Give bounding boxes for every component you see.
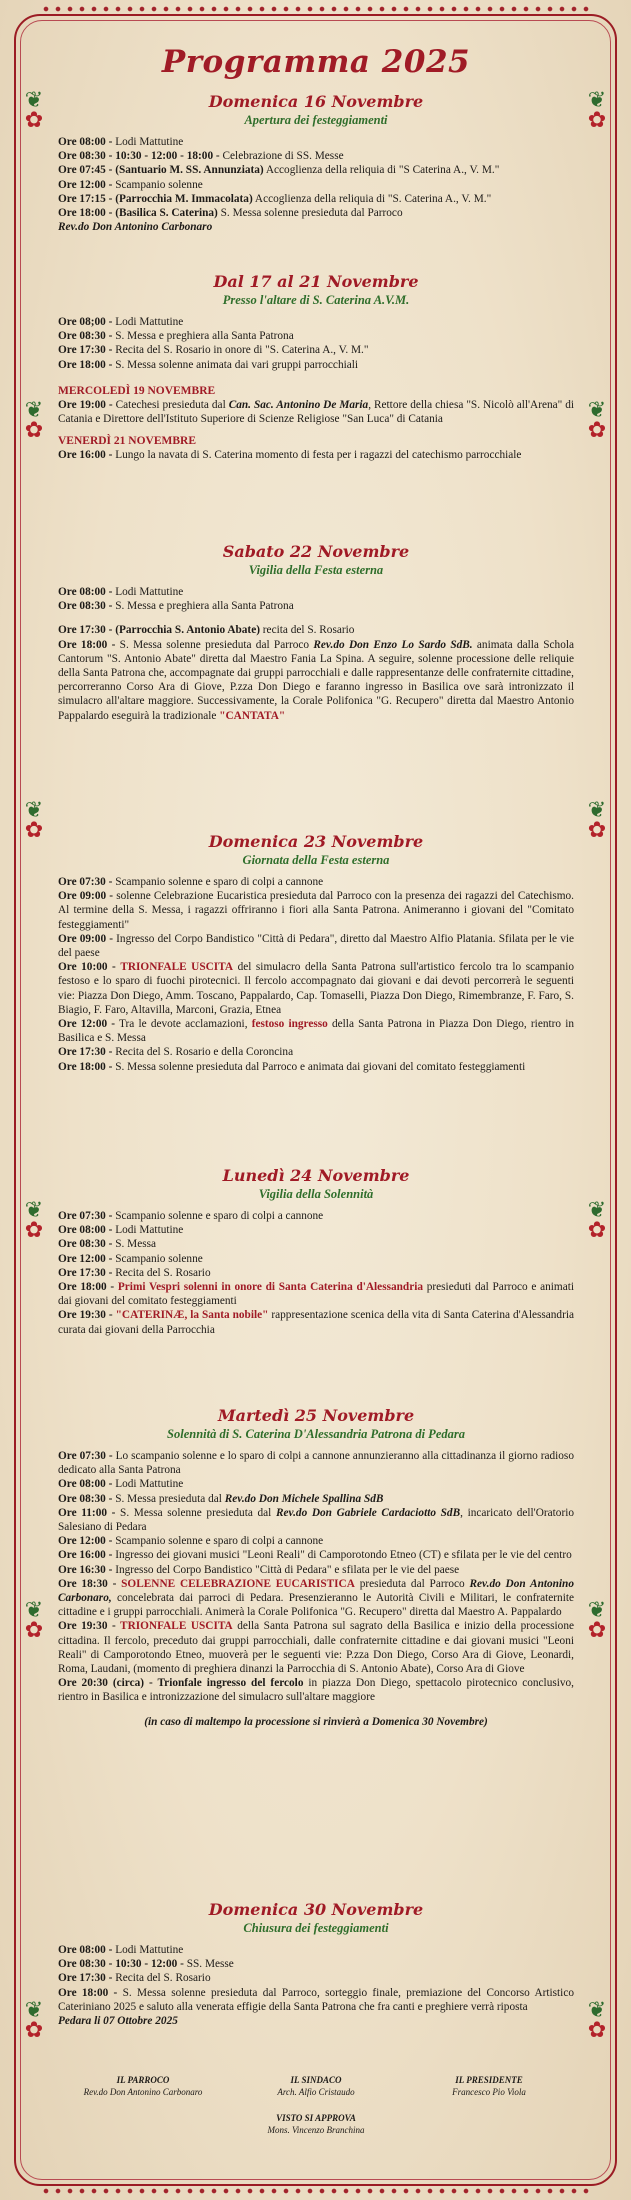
list-item: Ore 08:30 - 10:30 - 12:00 - SS. Messe <box>58 1958 234 1971</box>
vine-ornament-icon: ❦ ✿ <box>587 1597 607 1642</box>
vine-ornament-icon: ❦ ✿ <box>587 87 607 132</box>
list-item: Ore 16:00 - Lungo la navata di S. Caterina momento di festa per i ragazzi del catechismo parrocchiale <box>58 449 522 462</box>
signature-visto: VISTO SI APPROVA Mons. Vincenzo Branchina <box>267 2113 365 2135</box>
list-item: Ore 17:30 - Recita del S. Rosario in onore di "S. Caterina A., V. M." <box>58 344 369 357</box>
list-item: Ore 08:30 - S. Messa e preghiera alla Santa Patrona <box>58 330 294 343</box>
list-item: Ore 08:00 - Lodi Mattutine <box>58 586 184 598</box>
weather-note: (in caso di maltempo la processione si rinvierà a Domenica 30 Novembre) <box>144 1715 488 1728</box>
list-item: Ore 07:30 - Scampanio solenne e sparo di colpi a cannone <box>58 1210 324 1222</box>
section-subtitle: Presso l'altare di S. Caterina A.V.M. <box>222 293 410 307</box>
vine-ornament-icon: ❦ ✿ <box>24 87 44 132</box>
section-subtitle: Giornata della Festa esterna <box>242 853 390 867</box>
signatures <box>58 2074 574 2098</box>
list-item: Ore 17:30 - Recita del S. Rosario <box>58 1972 211 1985</box>
wednesday-heading: MERCOLEDÌ 19 NOVEMBRE <box>58 384 216 397</box>
vine-ornament-icon: ❦ ✿ <box>587 1997 607 2042</box>
section-day: Martedì 25 Novembre <box>217 1406 415 1425</box>
section-subtitle: Chiusura dei festeggiamenti <box>243 1921 389 1935</box>
list-item: Ore 19:30 - TRIONFALE USCITA della Santa Patrona sul sagrato della Basilica e inizio della processione cittadina. Il fercolo, preceduto dai gruppi parrocchiali, dalle confraternite cittadine e dai giovani musici "Leoni Reali" di Camporotondo Etneo, muoverà per le seguenti vie: P.zza Don Diego, Corso Ara di Giove, Leonardi, Roma, Laudani, (momento di preghiera dinanzi la Parrocchia di S. Antonio Abate), Corso Ara di Giove <box>58 1620 574 1676</box>
friday-heading: VENERDÌ 21 NOVEMBRE <box>58 435 197 448</box>
list-item: Ore 12:00 - Scampanio solenne e sparo di colpi a cannone <box>58 1535 324 1548</box>
list-item: Ore 08:30 - S. Messa presieduta dal Rev.do Don Michele Spallina SdB <box>58 1492 384 1505</box>
list-item: Ore 12:00 - Scampanio solenne <box>58 1252 203 1265</box>
section-subtitle: Apertura dei festeggiamenti <box>244 113 388 127</box>
list-item: Ore 12:00 - Scampanio solenne <box>58 178 203 191</box>
vine-ornament-icon: ❦ ✿ <box>24 797 44 842</box>
date-line: Pedara li 07 Ottobre 2025 <box>58 2015 178 2028</box>
list-item: Ore 17:30 - (Parrocchia S. Antonio Abate) recita del S. Rosario <box>58 624 355 637</box>
signature-presidente: IL PRESIDENTE Francesco Pio Viola <box>452 2075 526 2097</box>
section-day: Domenica 16 Novembre <box>208 92 424 111</box>
vine-ornament-icon: ❦ ✿ <box>587 797 607 842</box>
section-17-21-november <box>58 272 574 462</box>
list-item: Ore 17:15 - (Parrocchia M. Immacolata) Accoglienza della reliquia di "S. Caterina A., V. M." <box>58 192 492 205</box>
list-item: Ore 19:30 - "CATERINÆ, la Santa nobile" rappresentazione scenica della vita di Santa Caterina d'Alessandria curata dai giovani della Parrocchia <box>58 1309 574 1336</box>
list-item: Ore 17:30 - Recita del S. Rosario e della Coroncina <box>58 1046 294 1059</box>
list-item: Ore 18:00 - S. Messa solenne presieduta dal Parroco, sorteggio finale, premiazione del Concorso Artistico Cateriniano 2025 e saluto alla venerata effigie della Santa Patrona che fra canti e preghiere verrà riposta <box>58 1986 574 2013</box>
list-item: Ore 08:30 - S. Messa e preghiera alla Santa Patrona <box>58 600 294 613</box>
list-item: Ore 18:00 - (Basilica S. Caterina) S. Messa solenne presieduta dal Parroco <box>58 207 403 220</box>
list-item: Ore 08:00 - Lodi Mattutine <box>58 1944 184 1956</box>
list-item: Ore 10:00 - TRIONFALE USCITA del simulacro della Santa Patrona sull'artistico fercolo tra lo scampanio festoso e lo sparo di fuochi pirotecnici. Il fercolo accompagnato dai giovani e dai devoti percorrerà le seguenti vie: Piazza Don Diego, Amm. Toscano, Pappalardo, Cap. Tomaselli, Piazza Don Diego, Rimembranze, F. Faro, S. Biagio, F. Faro, Altavilla, Marconi, Grazia, Etnea <box>58 961 574 1016</box>
section-subtitle: Vigilia della Festa esterna <box>248 563 384 577</box>
list-item: Ore 11:00 - S. Messa solenne presieduta dal Rev.do Don Gabriele Cardaciotto SdB, incaricato dell'Oratorio Salesiano di Pedara <box>58 1506 574 1534</box>
list-item: Ore 18:00 - Primi Vespri solenni in onore di Santa Caterina d'Alessandria presieduti dal Parroco e animati dai giovani del comitato festeggiamenti <box>58 1281 574 1308</box>
section-subtitle: Solennità di S. Caterina D'Alessandria Patrona di Pedara <box>167 1427 465 1441</box>
section-day: Lunedì 24 Novembre <box>222 1166 410 1185</box>
list-item: Ore 08:30 - 10:30 - 12:00 - 18:00 - Celebrazione di SS. Messe <box>58 150 344 163</box>
top-dot-ornament <box>40 4 591 14</box>
section-30-november <box>58 1900 574 2028</box>
section-22-november <box>58 542 574 723</box>
list-item: Ore 08:00 - Lodi Mattutine <box>58 136 184 148</box>
list-item: Ore 07:30 - Lo scampanio solenne e lo sparo di colpi a cannone annunzieranno alla cittadinanza il giorno radioso dedicato alla Santa Patrona <box>58 1450 574 1477</box>
list-item: Ore 07:45 - (Santuario M. SS. Annunziata) Accoglienza della reliquia di "S Caterina A., V. M." <box>58 164 500 177</box>
vine-ornament-icon: ❦ ✿ <box>24 397 44 442</box>
list-item: Ore 07:30 - Scampanio solenne e sparo di colpi a cannone <box>58 876 324 888</box>
section-16-november <box>58 92 574 234</box>
vine-ornament-icon: ❦ ✿ <box>587 397 607 442</box>
section-24-november <box>58 1166 574 1337</box>
section-day: Sabato 22 Novembre <box>222 542 410 561</box>
section-day: Dal 17 al 21 Novembre <box>213 272 419 291</box>
vine-ornament-icon: ❦ ✿ <box>587 1197 607 1242</box>
list-item: Ore 18:00 - S. Messa solenne presieduta dal Parroco Rev.do Don Enzo Lo Sardo SdB. animata dalla Schola Cantorum "S. Antonio Abate" diretta dal Maestro Fania La Spina. A seguire, solenne processione delle reliquie della Santa Patrona che, accompagnate dai gruppi parrocchiali e dalle rappresentanze delle confraternite cittadine, percorreranno Corso Ara di Giove, P.zza Don Diego e faranno ingresso in Basilica ove sarà intronizzato il simulacro all'altare maggiore. Successivamente, la Corale Polifonica "G. Recupero" diretta dal Maestro Antonio Pappalardo eseguirà la tradizionale "CANTATA" <box>58 638 574 722</box>
list-item: Ore 18:00 - S. Messa solenne animata dai vari gruppi parrocchiali <box>58 358 359 371</box>
vine-ornament-icon: ❦ ✿ <box>24 1997 44 2042</box>
list-item: Ore 08:00 - Lodi Mattutine <box>58 1478 184 1491</box>
list-item: Ore 12:00 - Tra le devote acclamazioni, festoso ingresso della Santa Patrona in Piazza Don Diego, rientro in Basilica e S. Messa <box>58 1018 574 1045</box>
list-item: Ore 18:00 - S. Messa solenne presieduta dal Parroco e animata dai giovani del comitato festeggiamenti <box>58 1060 526 1073</box>
section-day: Domenica 23 Novembre <box>208 832 424 851</box>
section-subtitle: Vigilia della Solennità <box>258 1187 374 1201</box>
section-23-november <box>58 832 574 1074</box>
vine-ornament-icon: ❦ ✿ <box>24 1197 44 1242</box>
list-item: Ore 17:30 - Recita del S. Rosario <box>58 1266 211 1279</box>
list-item: Ore 20:30 (circa) - Trionfale ingresso del fercolo in piazza Don Diego, spettacolo pirotecnico conclusivo, rientro in Basilica e intronizzazione del simulacro sull'altare maggiore <box>58 1677 574 1704</box>
section-25-november <box>58 1406 574 1729</box>
list-item: Ore 08;00 - Lodi Mattutine <box>58 316 184 328</box>
celebrant: Rev.do Don Antonino Carbonaro <box>58 221 213 234</box>
list-item: Ore 09:00 - Ingresso del Corpo Bandistico "Città di Pedara", diretto dal Maestro Alfio Platania. Sfilata per le vie del paese <box>58 932 574 960</box>
list-item: Ore 08:30 - S. Messa <box>58 1238 157 1251</box>
list-item: Ore 09:00 - solenne Celebrazione Eucaristica presieduta dal Parroco con la presenza dei ragazzi del Catechismo. Al termine della S. Messa, i ragazzi offriranno i fiori alla Santa Patrona. Animeranno i giovani del "Comitato festeggiamenti" <box>58 890 574 931</box>
signature-sindaco: IL SINDACO Arch. Alfio Cristaudo <box>277 2075 355 2097</box>
list-item: Ore 16:30 - Ingresso del Corpo Bandistico "Città di Pedara" e sfilata per le vie del paese <box>58 1563 460 1576</box>
bottom-dot-ornament <box>40 2186 591 2196</box>
vine-ornament-icon: ❦ ✿ <box>24 1597 44 1642</box>
page-title: Programma 2025 <box>161 44 471 80</box>
list-item: Ore 19:00 - Catechesi presieduta dal Can. Sac. Antonino De Maria, Rettore della chiesa "S. Nicolò all'Arena" di Catania e Direttore dell'Istituto Superiore di Scienze Religiose "San Luca" di Catania <box>58 398 575 426</box>
signature-parroco: IL PARROCO Rev.do Don Antonino Carbonaro <box>83 2075 203 2097</box>
list-item: Ore 08:00 - Lodi Mattutine <box>58 1224 184 1237</box>
section-day: Domenica 30 Novembre <box>208 1900 424 1919</box>
list-item: Ore 18:30 - SOLENNE CELEBRAZIONE EUCARISTICA presieduta dal Parroco Rev.do Don Antonino Carbonaro, concelebrata dai parroci di Pedara. Presenzieranno le Autorità Civili e Militari, le confraternite cittadine e i gruppi parrocchiali. Animerà la Corale Polifonica "G. Recupero" diretta dal Maestro A. Pappalardo <box>58 1577 574 1619</box>
list-item: Ore 16:00 - Ingresso dei giovani musici "Leoni Reali" di Camporotondo Etneo (CT) e sfilata per le vie del centro <box>58 1549 572 1562</box>
